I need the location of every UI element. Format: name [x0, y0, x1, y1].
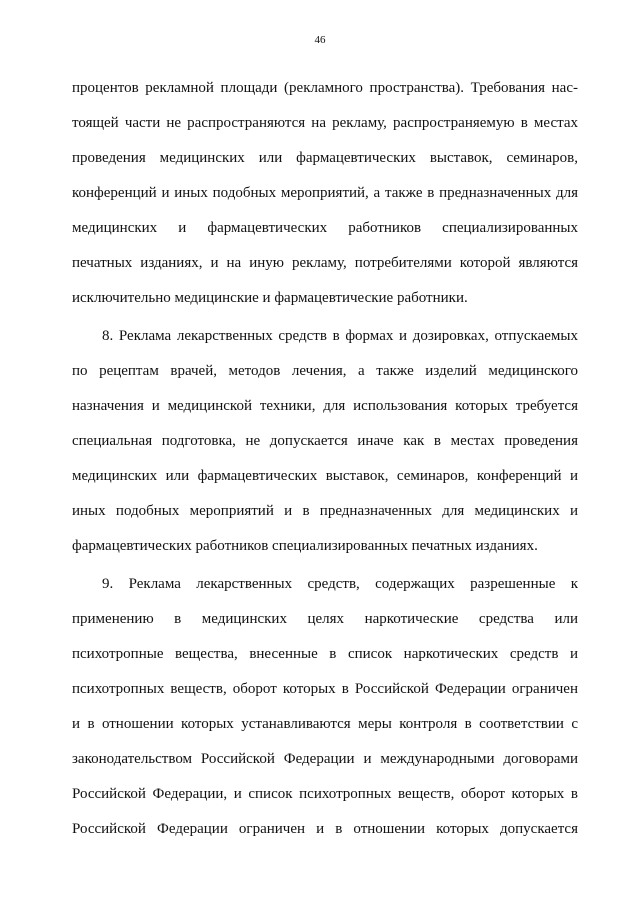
- text-line: назначения и медицинской техники, для использования которых требуется: [72, 398, 578, 414]
- text-line: Российской Федерации ограничен и в отношении которых допускается: [72, 821, 578, 837]
- text-line: исключительно медицинские и фармацевтические работники.: [72, 290, 468, 306]
- paragraph-item-8: [72, 326, 578, 571]
- text-line: тоящей части не распространяются на рекламу, распространяемую в местах: [72, 115, 578, 131]
- text-line: конференций и иных подобных мероприятий, а также в предназначенных для: [72, 185, 578, 201]
- text-line: и в отношении которых устанавливаются меры контроля в соответствии с: [72, 716, 578, 732]
- text-line: психотропные вещества, внесенные в список наркотических средств и: [72, 646, 578, 662]
- text-line: медицинских и фармацевтических работников специализированных: [72, 220, 578, 236]
- page-number: 46: [314, 34, 326, 46]
- text-line: иных подобных мероприятий и в предназначенных для медицинских и: [72, 503, 578, 519]
- text-line: 8. Реклама лекарственных средств в формах и дозировках, отпускаемых: [102, 328, 578, 344]
- text-line: фармацевтических работников специализированных печатных изданиях.: [72, 538, 538, 554]
- text-line: применению в медицинских целях наркотические средства или: [72, 611, 578, 627]
- text-line: Российской Федерации, и список психотропных веществ, оборот которых в: [72, 786, 578, 802]
- text-line: психотропных веществ, оборот которых в Российской Федерации ограничен: [72, 681, 578, 697]
- text-line: по рецептам врачей, методов лечения, а также изделий медицинского: [72, 363, 578, 379]
- paragraph-item-9: [72, 574, 578, 854]
- body-text: [72, 78, 578, 854]
- paragraph-continuation: [72, 78, 578, 323]
- text-line: специальная подготовка, не допускается иначе как в местах проведения: [72, 433, 578, 449]
- text-line: медицинских или фармацевтических выставок, семинаров, конференций и: [72, 468, 578, 484]
- text-line: печатных изданиях, и на иную рекламу, потребителями которой являются: [72, 255, 578, 271]
- text-line: 9. Реклама лекарственных средств, содержащих разрешенные к: [102, 576, 578, 592]
- text-line: проведения медицинских или фармацевтических выставок, семинаров,: [72, 150, 578, 166]
- text-line: законодательством Российской Федерации и международными договорами: [72, 751, 578, 767]
- text-line: процентов рекламной площади (рекламного пространства). Требования нас-: [72, 80, 578, 96]
